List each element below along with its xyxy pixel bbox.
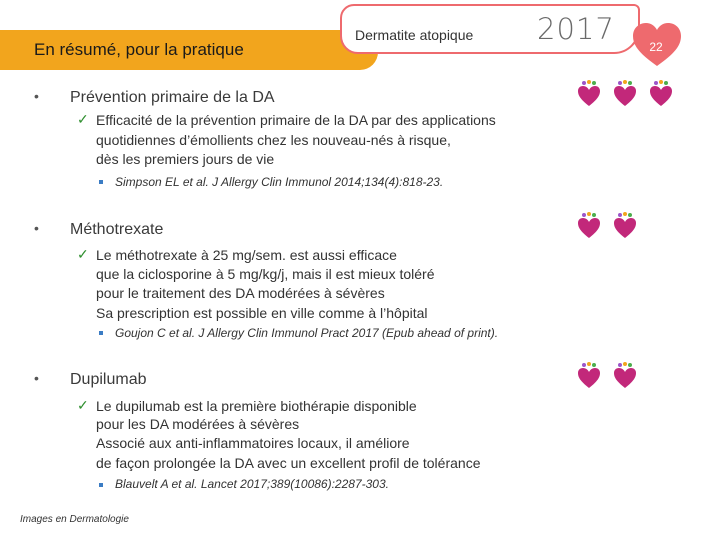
heart-rating-icon [578,212,600,238]
page-number: 22 [649,40,663,54]
text-line: Sa prescription est possible en ville comme à l’hôpital [96,305,428,321]
reference-bullet-icon [99,331,103,335]
text-line: pour le traitement des DA modérées à sévères [96,285,385,301]
rating-hearts-dupilumab [577,362,641,392]
bullet-dot: • [34,88,39,104]
text-line: quotidiennes d’émollients chez les nouveau-nés à risque, [96,132,451,148]
reference-blauvelt: Blauvelt A et al. Lancet 2017;389(10086):2287-303. [115,477,389,491]
text-line: de façon prolongée la DA avec un excellent profil de tolérance [96,455,481,471]
heart-rating-icon [614,212,636,238]
heart-rating-icon [650,80,672,106]
heart-rating-icon [578,362,600,388]
text-line: Le dupilumab est la première biothérapie disponible [96,398,417,414]
section-title-prevention: Prévention primaire de la DA [70,89,275,106]
check-icon: ✓ [77,246,89,262]
heart-rating-icon [614,362,636,388]
footer-journal-name: Images en Dermatologie [20,514,129,525]
reference-simpson: Simpson EL et al. J Allergy Clin Immunol 2014;134(4):818-23. [115,175,444,189]
reference-bullet-icon [99,483,103,487]
reference-bullet-icon [99,180,103,184]
bullet-dot: • [34,370,39,386]
section-title-methotrexate: Méthotrexate [70,221,164,238]
section-title-dupilumab: Dupilumab [70,371,147,388]
heart-rating-icon [578,80,600,106]
reference-goujon: Goujon C et al. J Allergy Clin Immunol Pract 2017 (Epub ahead of print). [115,326,499,340]
check-icon: ✓ [77,397,89,413]
check-icon: ✓ [77,111,89,127]
rating-hearts-prevention [577,80,677,110]
text-line: pour les DA modérées à sévères [96,416,300,432]
header-year: 2017 [537,12,615,46]
text-line: Associé aux anti-inflammatoires locaux, il améliore [96,435,410,451]
text-line: Efficacité de la prévention primaire de la DA par des applications [96,112,496,128]
page-title: En résumé, pour la pratique [34,40,244,59]
header-subtitle: Dermatite atopique [355,27,474,43]
text-line: que la ciclosporine à 5 mg/kg/j, mais il est mieux toléré [96,266,435,282]
text-line: dès les premiers jours de vie [96,151,275,167]
bullet-dot: • [34,220,39,236]
heart-rating-icon [614,80,636,106]
rating-hearts-methotrexate [577,212,641,242]
text-line: Le méthotrexate à 25 mg/sem. est aussi efficace [96,247,397,263]
